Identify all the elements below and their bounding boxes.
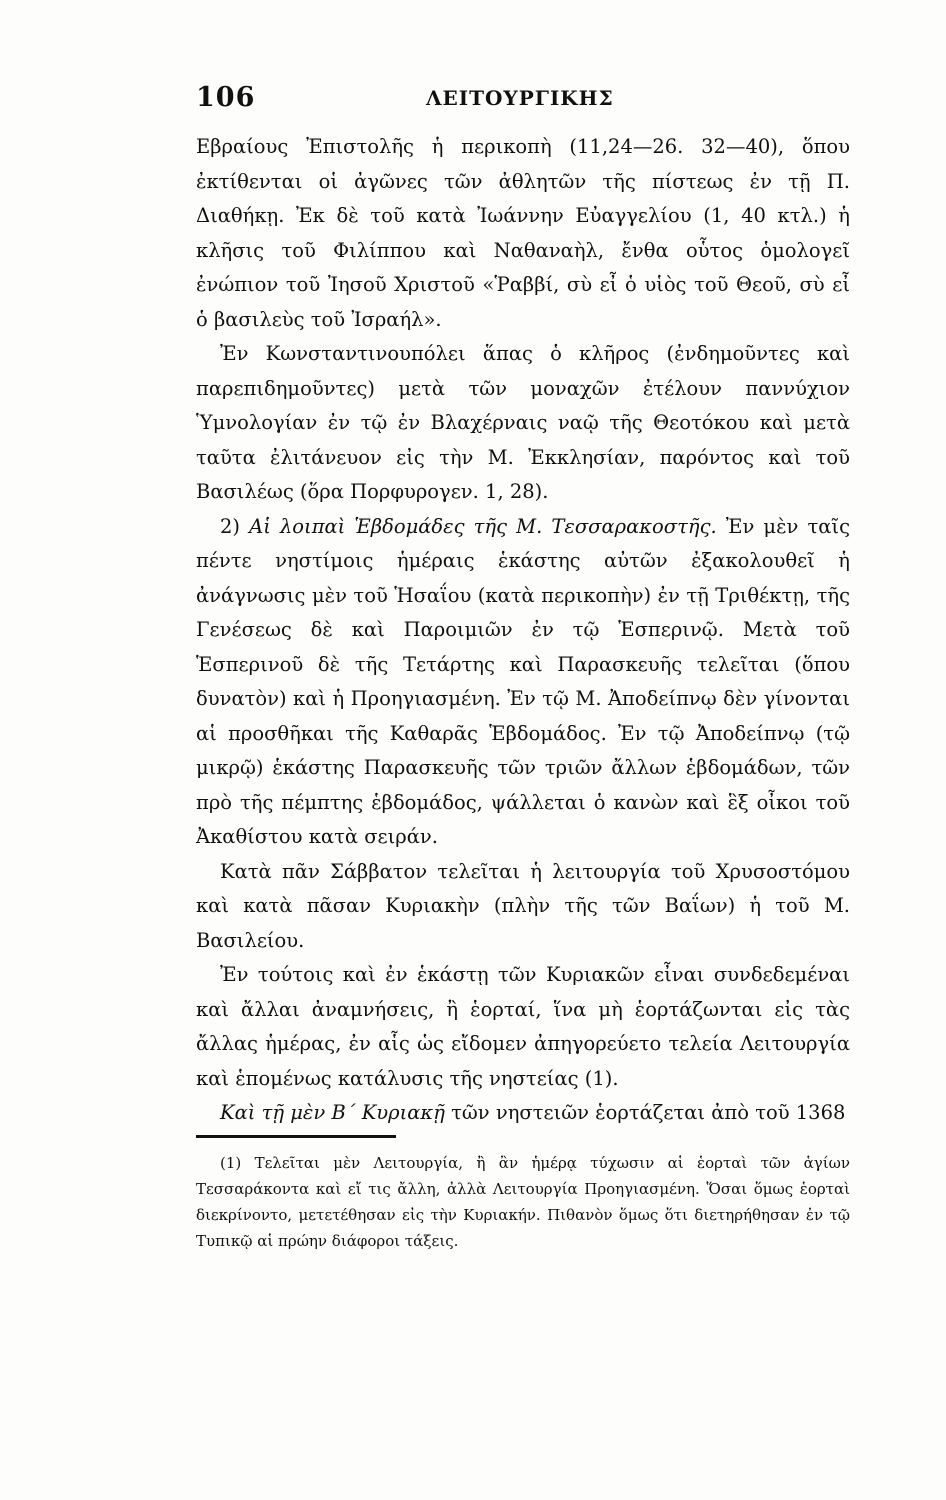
footnote-rule	[196, 1135, 396, 1138]
paragraph-4: Κατὰ πᾶν Σάββατον τελεῖται ἡ λειτουργία τοῦ Χρυσοστόμου καὶ κατὰ πᾶσαν Κυριακὴν (πλὴν τῆς τῶν Βαΐων) ἡ τοῦ Μ. Βασιλείου.	[196, 859, 850, 952]
section-number: 2)	[220, 514, 241, 538]
paragraph-3-text: Ἐν μὲν ταῖς πέντε νηστίμοις ἡμέραις ἑκάστης αὐτῶν ἐξακολουθεῖ ἡ ἀνάγνωσις μὲν τοῦ Ἡσαΐου (κατὰ περικοπὴν) ἐν τῇ Τριθέκτῃ, τῆς Γενέσεως δὲ καὶ Παροιμιῶν ἐν τῷ Ἑσπερινῷ. Μετὰ τοῦ Ἑσπερινοῦ δὲ τῆς Τετάρτης καὶ Παρασκευῆς τελεῖται (ὅπου δυνατὸν) καὶ ἡ Προηγιασμένη. Ἐν τῷ Μ. Ἀποδείπνῳ δὲν γίνονται αἱ προσθῆκαι τῆς Καθαρᾶς Ἑβδομάδος. Ἐν τῷ Ἀποδείπνῳ (τῷ μικρῷ) ἑκάστης Παρασκευῆς τῶν τριῶν ἄλλων ἑβδομάδων, τῶν πρὸ τῆς πέμπτης ἑβδομάδος, ψάλλεται ὁ κανὼν καὶ ἓξ οἶκοι τοῦ Ἀκαθίστου κατὰ σειράν.	[196, 514, 851, 848]
paragraph-1: Εβραίους Ἐπιστολῆς ἡ περικοπὴ (11,24—26. 32—40), ὅπου ἐκτίθενται οἱ ἀγῶνες τῶν ἀθλητῶν τῆς πίστεως ἐν τῇ Π. Διαθήκῃ. Ἐκ δὲ τοῦ κατὰ Ἰωάννην Εὐαγγελίου (1, 40 κτλ.) ἡ κλῆσις τοῦ Φιλίππου καὶ Ναθαναὴλ, ἔνθα οὗτος ὁμολογεῖ ἐνώπιον τοῦ Ἰησοῦ Χριστοῦ «Ῥαββί, σὺ εἶ ὁ υἱὸς τοῦ Θεοῦ, σὺ εἶ ὁ βασιλεὺς τοῦ Ἰσραήλ».	[196, 135, 850, 331]
page-header	[196, 82, 850, 122]
section-heading: Αἱ λοιπαὶ Ἑβδομάδες τῆς Μ. Τεσσαρακοστῆς.	[249, 514, 717, 538]
paragraph-5: Ἐν τούτοις καὶ ἐν ἑκάστῃ τῶν Κυριακῶν εἶναι συνδεδεμέναι καὶ ἄλλαι ἀναμνήσεις, ἢ ἑορταί, ἵνα μὴ ἑορτάζωνται εἰς τὰς ἄλλας ἡμέρας, ἐν αἷς ὡς εἴδομεν ἀπηγορεύετο τελεία Λειτουργία καὶ ἑπομένως κατάλυσις τῆς νηστείας (1).	[196, 963, 850, 1090]
page-number: 106	[196, 82, 256, 113]
footnote: (1) Τελεῖται μὲν Λειτουργία, ἢ ἂν ἡμέρᾳ τύχωσιν αἱ ἑορταὶ τῶν ἁγίων Τεσσαράκοντα καὶ εἴ τις ἄλλη, ἀλλὰ Λειτουργία Προηγιασμένη. Ὅσαι ὅμως ἑορταὶ διεκρίνοντο, μετετέθησαν εἰς τὴν Κυριακήν. Πιθανὸν ὅμως ὅτι διετηρήθησαν ἐν τῷ Τυπικῷ αἱ πρώην διάφοροι τάξεις.	[196, 1154, 850, 1250]
paragraph-6-italic: Καὶ τῇ μὲν Β΄ Κυριακῇ	[220, 1101, 445, 1124]
paragraph-6	[196, 1096, 850, 1131]
paragraph-2: Ἐν Κωνσταντινουπόλει ἅπας ὁ κλῆρος (ἐνδημοῦντες καὶ παρεπιδημοῦντες) μετὰ τῶν μοναχῶν ἐτέλουν παννύχιον Ὑμνολογίαν ἐν τῷ ἐν Βλαχέρναις ναῷ τῆς Θεοτόκου καὶ μετὰ ταῦτα ἐλιτάνευον εἰς τὴν Μ. Ἐκκλησίαν, παρόντος καὶ τοῦ Βασιλέως (ὅρα Πορφυρογεν. 1, 28).	[196, 342, 850, 503]
paragraph-3	[196, 510, 850, 855]
main-text	[196, 130, 850, 1131]
running-head: ΛΕΙΤΟΥΡΓΙΚΗΣ	[426, 86, 614, 110]
paragraph-6-text: τῶν νηστειῶν ἑορτάζεται ἀπὸ τοῦ 1368	[451, 1101, 846, 1124]
